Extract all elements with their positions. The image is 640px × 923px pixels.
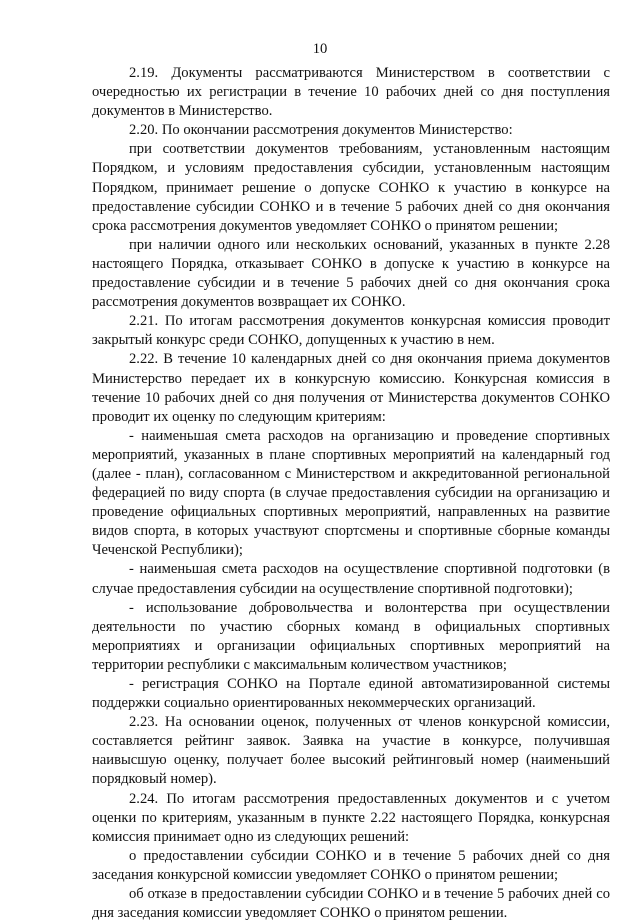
decision-refusal: об отказе в предоставлении субсидии СОНКО и в течение 5 рабочих дней со дня заседания комиссии уведомляет СОНКО о принятом решении. <box>92 886 610 922</box>
paragraph-2-20-admit: при соответствии документов требованиям, установленным настоящим Порядком, и условиям предоставления субсидии, установленным настоящим Порядком, принимает решение о допуске СОНКО к участию в конкурсе на предоставление субсидии СОНКО и в течение 5 рабочих дней со дня окончания срока рассмотрения документов уведомляет СОНКО о принятом решении; <box>92 141 610 234</box>
paragraph-2-23: 2.23. На основании оценок, полученных от членов конкурсной комиссии, составляется рейтинг заявок. Заявка на участие в конкурсе, получившая наивысшую оценку, получает более высокий рейтинговый номер (наименьший порядковый номер). <box>92 714 610 788</box>
paragraph-2-19: 2.19. Документы рассматриваются Министерством в соответствии с очередностью их регистрации в течение 10 рабочих дней со дня поступления документов в Министерство. <box>92 65 610 120</box>
paragraph-2-22: 2.22. В течение 10 календарных дней со дня окончания приема документов Министерство передает их в конкурсную комиссию. Конкурсная комиссия в течение 10 рабочих дней со дня получения от Министерства документов СОНКО проводит их оценку по следующим критериям: <box>92 351 610 425</box>
decision-grant: о предоставлении субсидии СОНКО и в течение 5 рабочих дней со дня заседания конкурсной комиссии уведомляет СОНКО о принятом решении; <box>92 847 610 883</box>
paragraph-2-21: 2.21. По итогам рассмотрения документов конкурсная комиссия проводит закрытый конкурс среди СОНКО, допущенных к участию в нем. <box>92 313 610 349</box>
paragraph-2-24: 2.24. По итогам рассмотрения предоставленных документов и с учетом оценки по критериям, указанным в пункте 2.22 настоящего Порядка, конкурсная комиссия принимает одно из следующих решений: <box>92 790 610 845</box>
criterion-volunteering: - использование добровольчества и волонтерства при осуществлении деятельности по участию сборных команд в официальных спортивных мероприятиях и организации официальных спортивных мероприятий на территории республики с максимальным количеством участников; <box>92 599 610 673</box>
paragraph-2-20-refuse: при наличии одного или нескольких оснований, указанных в пункте 2.28 настоящего Порядка, отказывает СОНКО в допуске к участию в конкурсе на предоставление субсидии и в течение 5 рабочих дней со дня окончания срока рассмотрения документов возвращает их СОНКО. <box>92 236 610 311</box>
criterion-events-budget: - наименьшая смета расходов на организацию и проведение спортивных мероприятий, указанных в плане спортивных мероприятий на календарный год (далее - план), согласованном с Министерством и аккредитованной региональной федерацией по виду спорта (в случае предоставления субсидии на организацию и проведение официальных спортивных мероприятий, направленных на развитие видов спорта, в которых участвуют спортсмены и спортивные сборные команды Чеченской Республики); <box>92 427 610 559</box>
page-number: 10 <box>312 41 328 57</box>
criterion-training-budget: - наименьшая смета расходов на осуществление спортивной подготовки (в случае предоставления субсидии на осуществление спортивной подготовки); <box>92 561 610 597</box>
paragraph-2-20: 2.20. По окончании рассмотрения документов Министерство: <box>129 122 513 139</box>
document-body <box>92 64 610 923</box>
criterion-portal-registration: - регистрация СОНКО на Портале единой автоматизированной системы поддержки социально ориентированных некоммерческих организаций. <box>92 676 610 712</box>
